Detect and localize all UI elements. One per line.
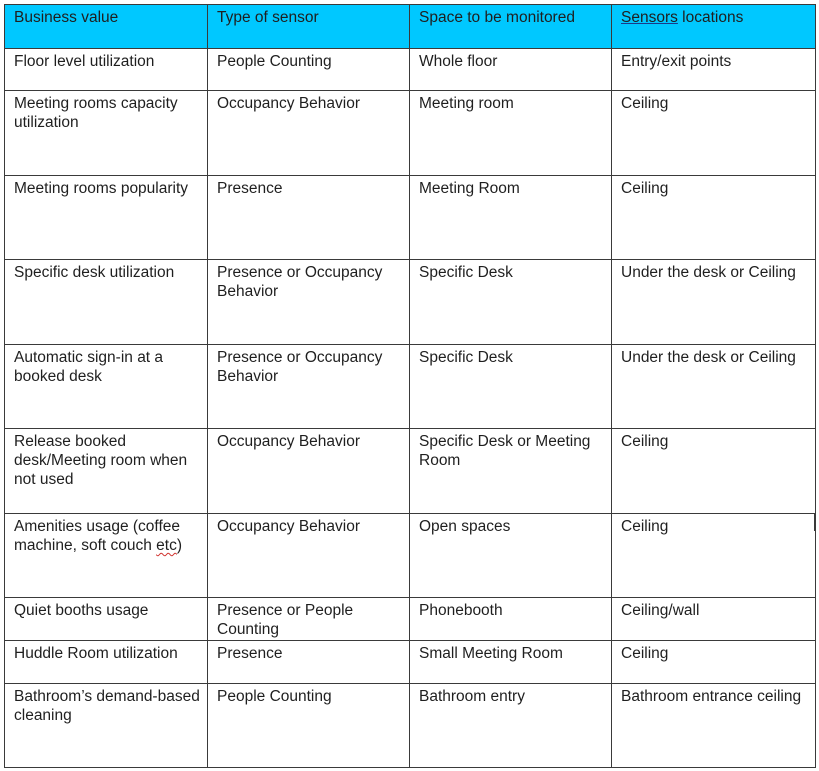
cell-sensor-type: Occupancy Behavior bbox=[208, 91, 410, 176]
header-type-of-sensor: Type of sensor bbox=[208, 5, 410, 49]
text-cursor-mark bbox=[814, 513, 816, 531]
cell-sensor-type: Occupancy Behavior bbox=[208, 429, 410, 514]
table-row bbox=[5, 598, 816, 641]
cell-space: Specific Desk bbox=[410, 260, 612, 345]
table-header-row bbox=[5, 5, 816, 49]
cell-business-value-text: Amenities usage (coffee machine, soft couch bbox=[14, 518, 181, 554]
table-row bbox=[5, 176, 816, 260]
header-business-value: Business value bbox=[5, 5, 208, 49]
cell-location: Bathroom entrance ceiling bbox=[612, 684, 816, 768]
cell-location: Under the desk or Ceiling bbox=[612, 345, 816, 429]
table-row bbox=[5, 260, 816, 345]
table-row bbox=[5, 514, 816, 598]
header-sensors-word: Sensors bbox=[621, 9, 678, 26]
cell-business-value: Huddle Room utilization bbox=[5, 641, 208, 684]
cell-business-value: Specific desk utilization bbox=[5, 260, 208, 345]
cell-space: Specific Desk or Meeting Room bbox=[410, 429, 612, 514]
table-row bbox=[5, 429, 816, 514]
cell-sensor-type: Presence bbox=[208, 641, 410, 684]
cell-space: Meeting room bbox=[410, 91, 612, 176]
cell-business-value: Meeting rooms popularity bbox=[5, 176, 208, 260]
table-row bbox=[5, 641, 816, 684]
cell-sensor-type: Presence or People Counting bbox=[208, 598, 410, 641]
cell-business-value: Meeting rooms capacity utilization bbox=[5, 91, 208, 176]
cell-location: Ceiling/wall bbox=[612, 598, 816, 641]
cell-business-value: Floor level utilization bbox=[5, 49, 208, 91]
table-row bbox=[5, 345, 816, 429]
cell-sensor-type: Presence or Occupancy Behavior bbox=[208, 345, 410, 429]
cell-location: Under the desk or Ceiling bbox=[612, 260, 816, 345]
cell-business-value bbox=[5, 514, 208, 598]
table-row bbox=[5, 49, 816, 91]
spelling-flag-etc: etc bbox=[156, 537, 177, 554]
table-row bbox=[5, 684, 816, 768]
cell-business-value: Quiet booths usage bbox=[5, 598, 208, 641]
cell-sensor-type: People Counting bbox=[208, 49, 410, 91]
cell-space: Small Meeting Room bbox=[410, 641, 612, 684]
cell-location: Ceiling bbox=[612, 91, 816, 176]
cell-sensor-type: People Counting bbox=[208, 684, 410, 768]
cell-sensor-type: Occupancy Behavior bbox=[208, 514, 410, 598]
header-locations-word: locations bbox=[677, 9, 744, 26]
cell-business-value-close: ) bbox=[176, 537, 183, 554]
cell-space: Bathroom entry bbox=[410, 684, 612, 768]
cell-location: Ceiling bbox=[612, 176, 816, 260]
cell-location: Ceiling bbox=[612, 429, 816, 514]
cell-space: Phonebooth bbox=[410, 598, 612, 641]
cell-sensor-type: Presence or Occupancy Behavior bbox=[208, 260, 410, 345]
cell-space: Meeting Room bbox=[410, 176, 612, 260]
cell-business-value: Automatic sign-in at a booked desk bbox=[5, 345, 208, 429]
cell-sensor-type: Presence bbox=[208, 176, 410, 260]
cell-space: Whole floor bbox=[410, 49, 612, 91]
sensor-deployment-table bbox=[4, 4, 816, 768]
cell-business-value: Release booked desk/Meeting room when not used bbox=[5, 429, 208, 514]
cell-space: Open spaces bbox=[410, 514, 612, 598]
cell-location: Ceiling bbox=[612, 514, 816, 598]
cell-location: Ceiling bbox=[612, 641, 816, 684]
header-space-monitored: Space to be monitored bbox=[410, 5, 612, 49]
cell-space: Specific Desk bbox=[410, 345, 612, 429]
table-row bbox=[5, 91, 816, 176]
cell-location: Entry/exit points bbox=[612, 49, 816, 91]
cell-business-value: Bathroom’s demand-based cleaning bbox=[5, 684, 208, 768]
header-sensor-locations bbox=[612, 5, 816, 49]
